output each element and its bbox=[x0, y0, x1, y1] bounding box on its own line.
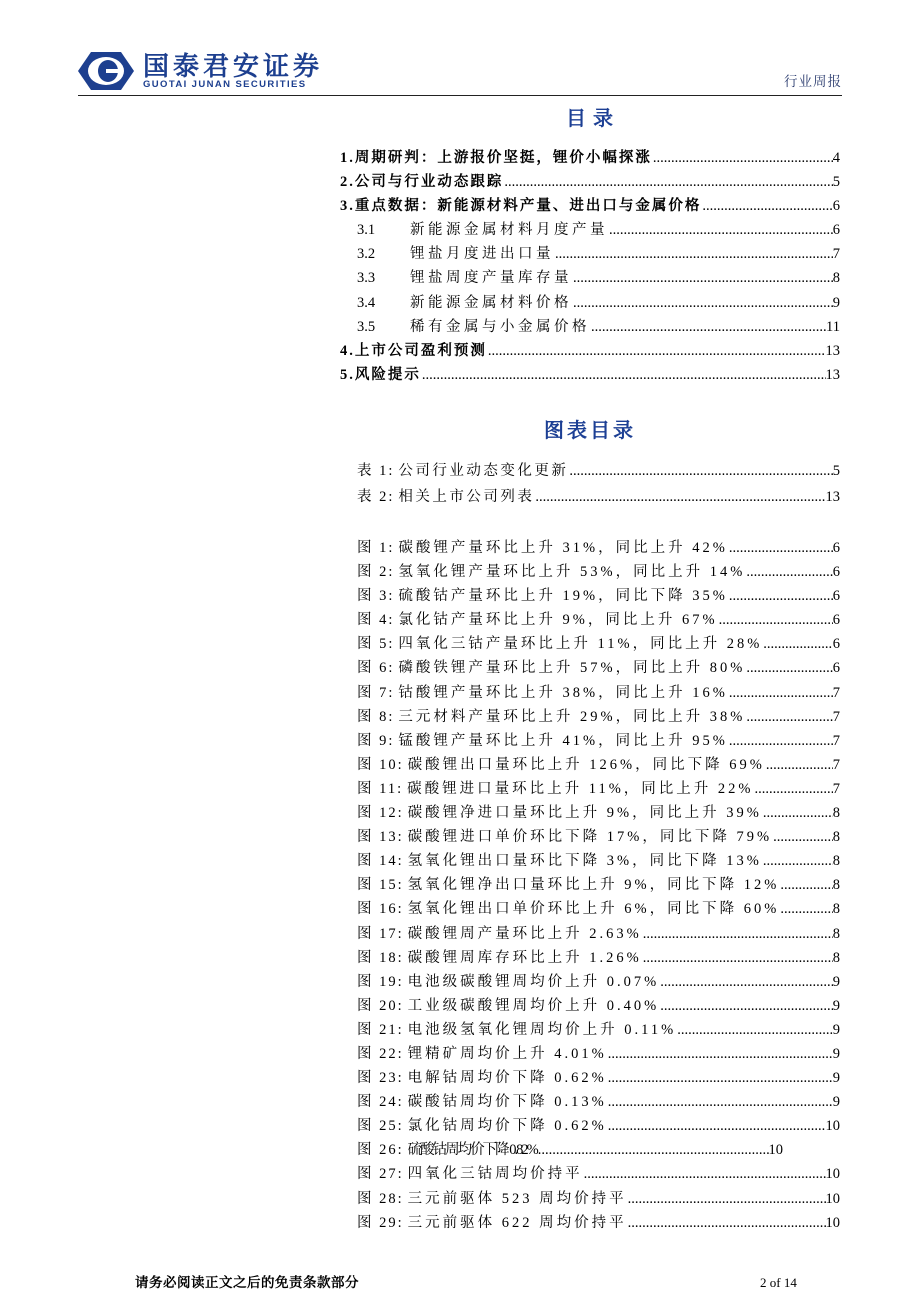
figure-index-page: 9 bbox=[832, 1094, 840, 1111]
figure-index-entry[interactable] bbox=[357, 1090, 840, 1114]
figure-index-page: 8 bbox=[832, 901, 840, 918]
figure-index-entry[interactable] bbox=[357, 1211, 840, 1235]
figure-index-page: 7 bbox=[832, 732, 840, 749]
figure-index-entry[interactable] bbox=[357, 1162, 840, 1186]
table-index-label: 表 2: bbox=[357, 489, 395, 505]
figure-index-page: 6 bbox=[832, 660, 840, 677]
dot-leader bbox=[608, 1114, 826, 1138]
figure-index-label: 图 9: bbox=[357, 732, 395, 749]
dot-leader bbox=[746, 656, 832, 680]
toc-subentry-page: 9 bbox=[832, 294, 840, 311]
figure-index-title: 电池级碳酸锂周均价上升 0.07% bbox=[407, 973, 660, 990]
toc-entry[interactable] bbox=[340, 339, 840, 363]
dot-leader bbox=[584, 1162, 826, 1186]
figure-index-page: 6 bbox=[832, 540, 840, 556]
figure-index-label: 图 16: bbox=[357, 901, 404, 918]
figure-index-page: 8 bbox=[832, 853, 840, 870]
figure-index-page: 10 bbox=[825, 1214, 840, 1231]
figure-index-label: 图 25: bbox=[357, 1118, 404, 1135]
toc-entry-page: 6 bbox=[832, 198, 840, 215]
figure-index-page: 6 bbox=[832, 564, 840, 581]
figure-index-label: 图 12: bbox=[357, 805, 404, 822]
figure-index-entry[interactable] bbox=[357, 922, 840, 946]
figure-index-entry[interactable] bbox=[357, 849, 840, 873]
figure-index-page: 8 bbox=[832, 877, 840, 894]
figure-index-page: 8 bbox=[832, 925, 840, 942]
figure-index-label: 图 22: bbox=[357, 1045, 404, 1062]
toc-entry-title: 4.上市公司盈利预测 bbox=[340, 342, 487, 359]
dot-leader bbox=[608, 1042, 833, 1066]
dot-leader bbox=[573, 266, 833, 290]
figure-index-title: 碳酸锂进口单价环比下降 17%，同比下降 79% bbox=[407, 829, 773, 846]
figure-index-entry[interactable] bbox=[357, 632, 840, 656]
company-name-cn: 国泰君安证券 bbox=[143, 51, 324, 81]
figure-index-label: 图 17: bbox=[357, 925, 404, 942]
dot-leader bbox=[504, 170, 832, 194]
toc-subentry-page: 6 bbox=[832, 222, 840, 239]
figure-index-entry[interactable] bbox=[357, 825, 840, 849]
figure-index-entry[interactable] bbox=[357, 777, 840, 801]
dot-leader bbox=[569, 458, 832, 484]
figure-index-title: 碳酸锂产量环比上升 31%，同比上升 42% bbox=[398, 540, 728, 556]
figure-index-entry[interactable] bbox=[357, 897, 840, 921]
figure-index-label: 图 19: bbox=[357, 973, 404, 990]
figure-index-title: 钴酸锂产量环比上升 38%，同比上升 16% bbox=[398, 684, 728, 701]
toc-subentry-number: 3.2 bbox=[357, 246, 376, 263]
dot-leader bbox=[746, 705, 832, 729]
figure-index-entry[interactable] bbox=[357, 729, 840, 753]
figure-index-page: 6 bbox=[832, 636, 840, 653]
figure-index-entry[interactable] bbox=[357, 994, 840, 1018]
toc-subentry[interactable] bbox=[340, 218, 840, 242]
toc-entry-title: 5.风险提示 bbox=[340, 366, 421, 383]
toc-subentry-page: 7 bbox=[832, 246, 840, 263]
figure-index-title: 锰酸锂产量环比上升 41%，同比上升 95% bbox=[398, 732, 728, 749]
figure-index-title: 四氧化三钴产量环比上升 11%，同比上升 28% bbox=[398, 636, 763, 653]
dot-leader bbox=[677, 1018, 833, 1042]
toc-subentry-title: 稀有金属与小金属价格 bbox=[410, 318, 590, 335]
dot-leader bbox=[719, 608, 833, 632]
figure-index-page: 9 bbox=[832, 1021, 840, 1038]
figure-index-label: 图 24: bbox=[357, 1094, 404, 1111]
figure-index-entry[interactable] bbox=[357, 873, 840, 897]
figure-index-title: 硫酸钴产量环比上升 19%，同比下降 35% bbox=[398, 588, 728, 605]
figure-index-title: 磷酸铁锂产量环比上升 57%，同比上升 80% bbox=[398, 660, 746, 677]
dot-leader bbox=[763, 632, 832, 656]
table-index-entry[interactable] bbox=[357, 458, 840, 484]
figure-index-entry[interactable] bbox=[357, 681, 840, 705]
figure-index-title: 氢氧化锂净出口量环比上升 9%，同比下降 12% bbox=[407, 877, 780, 894]
figure-index-title: 三元前驱体 622 周均价持平 bbox=[407, 1214, 627, 1231]
figure-index-title: 硫酸钴周均价下降 0.82% bbox=[407, 1142, 537, 1159]
figure-index-label: 图 5: bbox=[357, 636, 395, 653]
toc-entry-page: 13 bbox=[825, 342, 840, 359]
dot-leader bbox=[555, 242, 833, 266]
figure-index-title: 碳酸锂周库存环比上升 1.26% bbox=[407, 949, 642, 966]
toc-entry-title: 3.重点数据：新能源材料产量、进出口与金属价格 bbox=[340, 198, 702, 215]
toc-subentry[interactable] bbox=[340, 266, 840, 290]
header-divider bbox=[78, 95, 842, 96]
figure-index-page: 7 bbox=[832, 684, 840, 701]
dot-leader bbox=[628, 1187, 826, 1211]
toc-subentry-title: 新能源金属材料价格 bbox=[410, 294, 572, 311]
toc-subentry-number: 3.1 bbox=[357, 222, 376, 239]
figure-index-page: 10 bbox=[768, 1142, 783, 1159]
figure-index-label: 图 27: bbox=[357, 1166, 404, 1183]
figure-index-page: 10 bbox=[825, 1190, 840, 1207]
toc-entry[interactable] bbox=[340, 170, 840, 194]
figure-index-title: 氯化钴产量环比上升 9%，同比上升 67% bbox=[398, 612, 718, 629]
toc-entry-page: 13 bbox=[825, 366, 840, 383]
table-index-page: 13 bbox=[825, 489, 840, 505]
toc-subentry-title: 新能源金属材料月度产量 bbox=[410, 222, 608, 239]
dot-leader bbox=[746, 560, 832, 584]
figure-index-entry[interactable] bbox=[357, 608, 840, 632]
figure-index-title: 碳酸钴周均价下降 0.13% bbox=[407, 1094, 607, 1111]
figure-index-page: 8 bbox=[832, 949, 840, 966]
figure-index-entry[interactable] bbox=[357, 1114, 840, 1138]
dot-leader bbox=[660, 994, 833, 1018]
figure-index-label: 图 13: bbox=[357, 829, 404, 846]
figure-index-title: 碳酸锂出口量环比上升 126%，同比下降 69% bbox=[407, 756, 765, 773]
figure-index-label: 图 1: bbox=[357, 540, 395, 556]
figure-index-label: 图 10: bbox=[357, 756, 404, 773]
figure-index-page: 7 bbox=[832, 708, 840, 725]
dot-leader bbox=[608, 1090, 833, 1114]
figure-index-title: 氯化钴周均价下降 0.62% bbox=[407, 1118, 607, 1135]
figure-index-label: 图 21: bbox=[357, 1021, 404, 1038]
figure-index-title: 锂精矿周均价上升 4.01% bbox=[407, 1045, 607, 1062]
figure-index-entry[interactable] bbox=[357, 584, 840, 608]
figure-index-label: 图 20: bbox=[357, 997, 404, 1014]
toc-entry[interactable] bbox=[340, 194, 840, 218]
figure-index-entry[interactable] bbox=[357, 1066, 840, 1090]
toc-list bbox=[340, 146, 840, 387]
dot-leader bbox=[488, 339, 826, 363]
dot-leader bbox=[763, 801, 833, 825]
figure-index-title: 碳酸锂净进口量环比上升 9%，同比上升 39% bbox=[407, 805, 762, 822]
report-type: 行业周报 bbox=[784, 74, 842, 89]
toc-subentry-page: 11 bbox=[826, 318, 840, 335]
dot-leader bbox=[591, 315, 826, 339]
figure-index-page: 7 bbox=[832, 756, 840, 773]
figure-index-page: 9 bbox=[832, 973, 840, 990]
dot-leader bbox=[729, 536, 833, 560]
figure-index-page: 9 bbox=[832, 1045, 840, 1062]
figure-index-label: 图 11: bbox=[357, 780, 404, 797]
figure-index-label: 图 4: bbox=[357, 612, 395, 629]
figure-index-label: 图 8: bbox=[357, 708, 395, 725]
dot-leader bbox=[422, 363, 826, 387]
dot-leader bbox=[780, 873, 832, 897]
dot-leader bbox=[773, 825, 833, 849]
figure-index-title: 碳酸锂进口量环比上升 11%，同比上升 22% bbox=[407, 780, 754, 797]
dot-leader bbox=[628, 1211, 826, 1235]
figure-index-label: 图 6: bbox=[357, 660, 395, 677]
dot-leader bbox=[729, 729, 833, 753]
dot-leader bbox=[535, 484, 825, 510]
dot-leader bbox=[766, 753, 833, 777]
figure-index-title: 电池级氢氧化锂周均价上升 0.11% bbox=[407, 1021, 677, 1038]
figure-index-entry[interactable] bbox=[357, 946, 840, 970]
toc-entry-title: 2.公司与行业动态跟踪 bbox=[340, 174, 504, 191]
dot-leader bbox=[729, 584, 833, 608]
dot-leader bbox=[538, 1138, 769, 1162]
dot-leader bbox=[573, 291, 833, 315]
table-index-page: 5 bbox=[832, 463, 840, 479]
figure-index-entry[interactable] bbox=[357, 536, 840, 560]
figure-index-entry[interactable] bbox=[357, 560, 840, 584]
table-index-title: 相关上市公司列表 bbox=[398, 489, 535, 505]
figure-index-title: 三元材料产量环比上升 29%，同比上升 38% bbox=[398, 708, 746, 725]
figure-index-page: 9 bbox=[832, 997, 840, 1014]
table-index-title: 公司行业动态变化更新 bbox=[398, 463, 569, 479]
toc-entry-page: 5 bbox=[832, 174, 840, 191]
figure-index-label: 图 28: bbox=[357, 1190, 404, 1207]
figure-index-entry[interactable] bbox=[357, 656, 840, 680]
figure-index-label: 图 23: bbox=[357, 1070, 404, 1087]
figure-index-title: 三元前驱体 523 周均价持平 bbox=[407, 1190, 627, 1207]
figure-index-title: 四氧化三钴周均价持平 bbox=[407, 1166, 583, 1183]
table-index-entry[interactable] bbox=[357, 484, 840, 510]
figure-index-page: 8 bbox=[832, 829, 840, 846]
figure-index-title: 氢氧化锂产量环比上升 53%，同比上升 14% bbox=[398, 564, 746, 581]
figure-list bbox=[357, 536, 840, 1235]
toc-entry-page: 4 bbox=[832, 150, 840, 166]
dot-leader bbox=[643, 946, 833, 970]
toc-subentry-title: 锂盐周度产量库存量 bbox=[410, 270, 572, 287]
figure-index-page: 10 bbox=[825, 1118, 840, 1135]
toc-subentry-number: 3.3 bbox=[357, 270, 376, 287]
toc-subentry[interactable] bbox=[340, 291, 840, 315]
toc-subentry[interactable] bbox=[340, 315, 840, 339]
dot-leader bbox=[780, 897, 832, 921]
figure-index-title: 工业级碳酸锂周均价上升 0.40% bbox=[407, 997, 660, 1014]
figure-index-page: 6 bbox=[832, 612, 840, 629]
figure-index-page: 9 bbox=[832, 1070, 840, 1087]
dot-leader bbox=[755, 777, 833, 801]
toc-subentry-title: 锂盐月度进出口量 bbox=[410, 246, 554, 263]
dot-leader bbox=[729, 681, 833, 705]
figure-index-title: 氢氧化锂出口单价环比上升 6%，同比下降 60% bbox=[407, 901, 780, 918]
dot-leader bbox=[643, 922, 833, 946]
toc-entry[interactable] bbox=[340, 363, 840, 387]
dot-leader bbox=[608, 1066, 833, 1090]
figure-index-label: 图 2: bbox=[357, 564, 395, 581]
table-index-label: 表 1: bbox=[357, 463, 395, 479]
figure-index-entry[interactable] bbox=[357, 801, 840, 825]
toc-subentry[interactable] bbox=[340, 242, 840, 266]
dot-leader bbox=[702, 194, 832, 218]
toc-subentry-page: 8 bbox=[832, 270, 840, 287]
figure-index-label: 图 3: bbox=[357, 588, 395, 605]
figure-index-label: 图 18: bbox=[357, 949, 404, 966]
figure-index-label: 图 26: bbox=[357, 1142, 404, 1159]
disclaimer-note: 请务必阅读正文之后的免责条款部分 bbox=[135, 1275, 359, 1290]
page-number: 2 of 14 bbox=[760, 1275, 797, 1290]
figure-index-entry[interactable] bbox=[357, 1138, 783, 1162]
figure-index-page: 7 bbox=[832, 780, 840, 797]
figure-index-entry[interactable] bbox=[357, 1018, 840, 1042]
figure-index-label: 图 15: bbox=[357, 877, 404, 894]
figure-index-page: 10 bbox=[825, 1166, 840, 1183]
toc-entry-title: 1.周期研判：上游报价坚挺，锂价小幅探涨 bbox=[340, 150, 652, 166]
toc-entry[interactable] bbox=[340, 146, 840, 170]
company-name-en: GUOTAI JUNAN SECURITIES bbox=[143, 79, 307, 90]
figure-index-entry[interactable] bbox=[357, 1187, 840, 1211]
figure-index-entry[interactable] bbox=[357, 753, 840, 777]
figure-index-page: 8 bbox=[832, 805, 840, 822]
company-logo-icon bbox=[78, 52, 134, 90]
dot-leader bbox=[660, 970, 833, 994]
figure-index-entry[interactable] bbox=[357, 705, 840, 729]
figure-index-entry[interactable] bbox=[357, 1042, 840, 1066]
toc-title: 目 录 bbox=[566, 108, 614, 130]
figure-index-label: 图 29: bbox=[357, 1214, 404, 1231]
toc-subentry-number: 3.5 bbox=[357, 318, 376, 335]
dot-leader bbox=[763, 849, 833, 873]
toc-subentry-number: 3.4 bbox=[357, 294, 376, 311]
figure-index-page: 6 bbox=[832, 588, 840, 605]
figure-index-entry[interactable] bbox=[357, 970, 840, 994]
chart-index-title: 图表目录 bbox=[544, 420, 636, 442]
figure-index-title: 碳酸锂周产量环比上升 2.63% bbox=[407, 925, 642, 942]
figure-index-label: 图 14: bbox=[357, 853, 404, 870]
table-list bbox=[357, 458, 840, 510]
dot-leader bbox=[609, 218, 833, 242]
dot-leader bbox=[653, 146, 833, 170]
figure-index-title: 氢氧化锂出口量环比下降 3%，同比下降 13% bbox=[407, 853, 762, 870]
figure-index-title: 电解钴周均价下降 0.62% bbox=[407, 1070, 607, 1087]
figure-index-label: 图 7: bbox=[357, 684, 395, 701]
